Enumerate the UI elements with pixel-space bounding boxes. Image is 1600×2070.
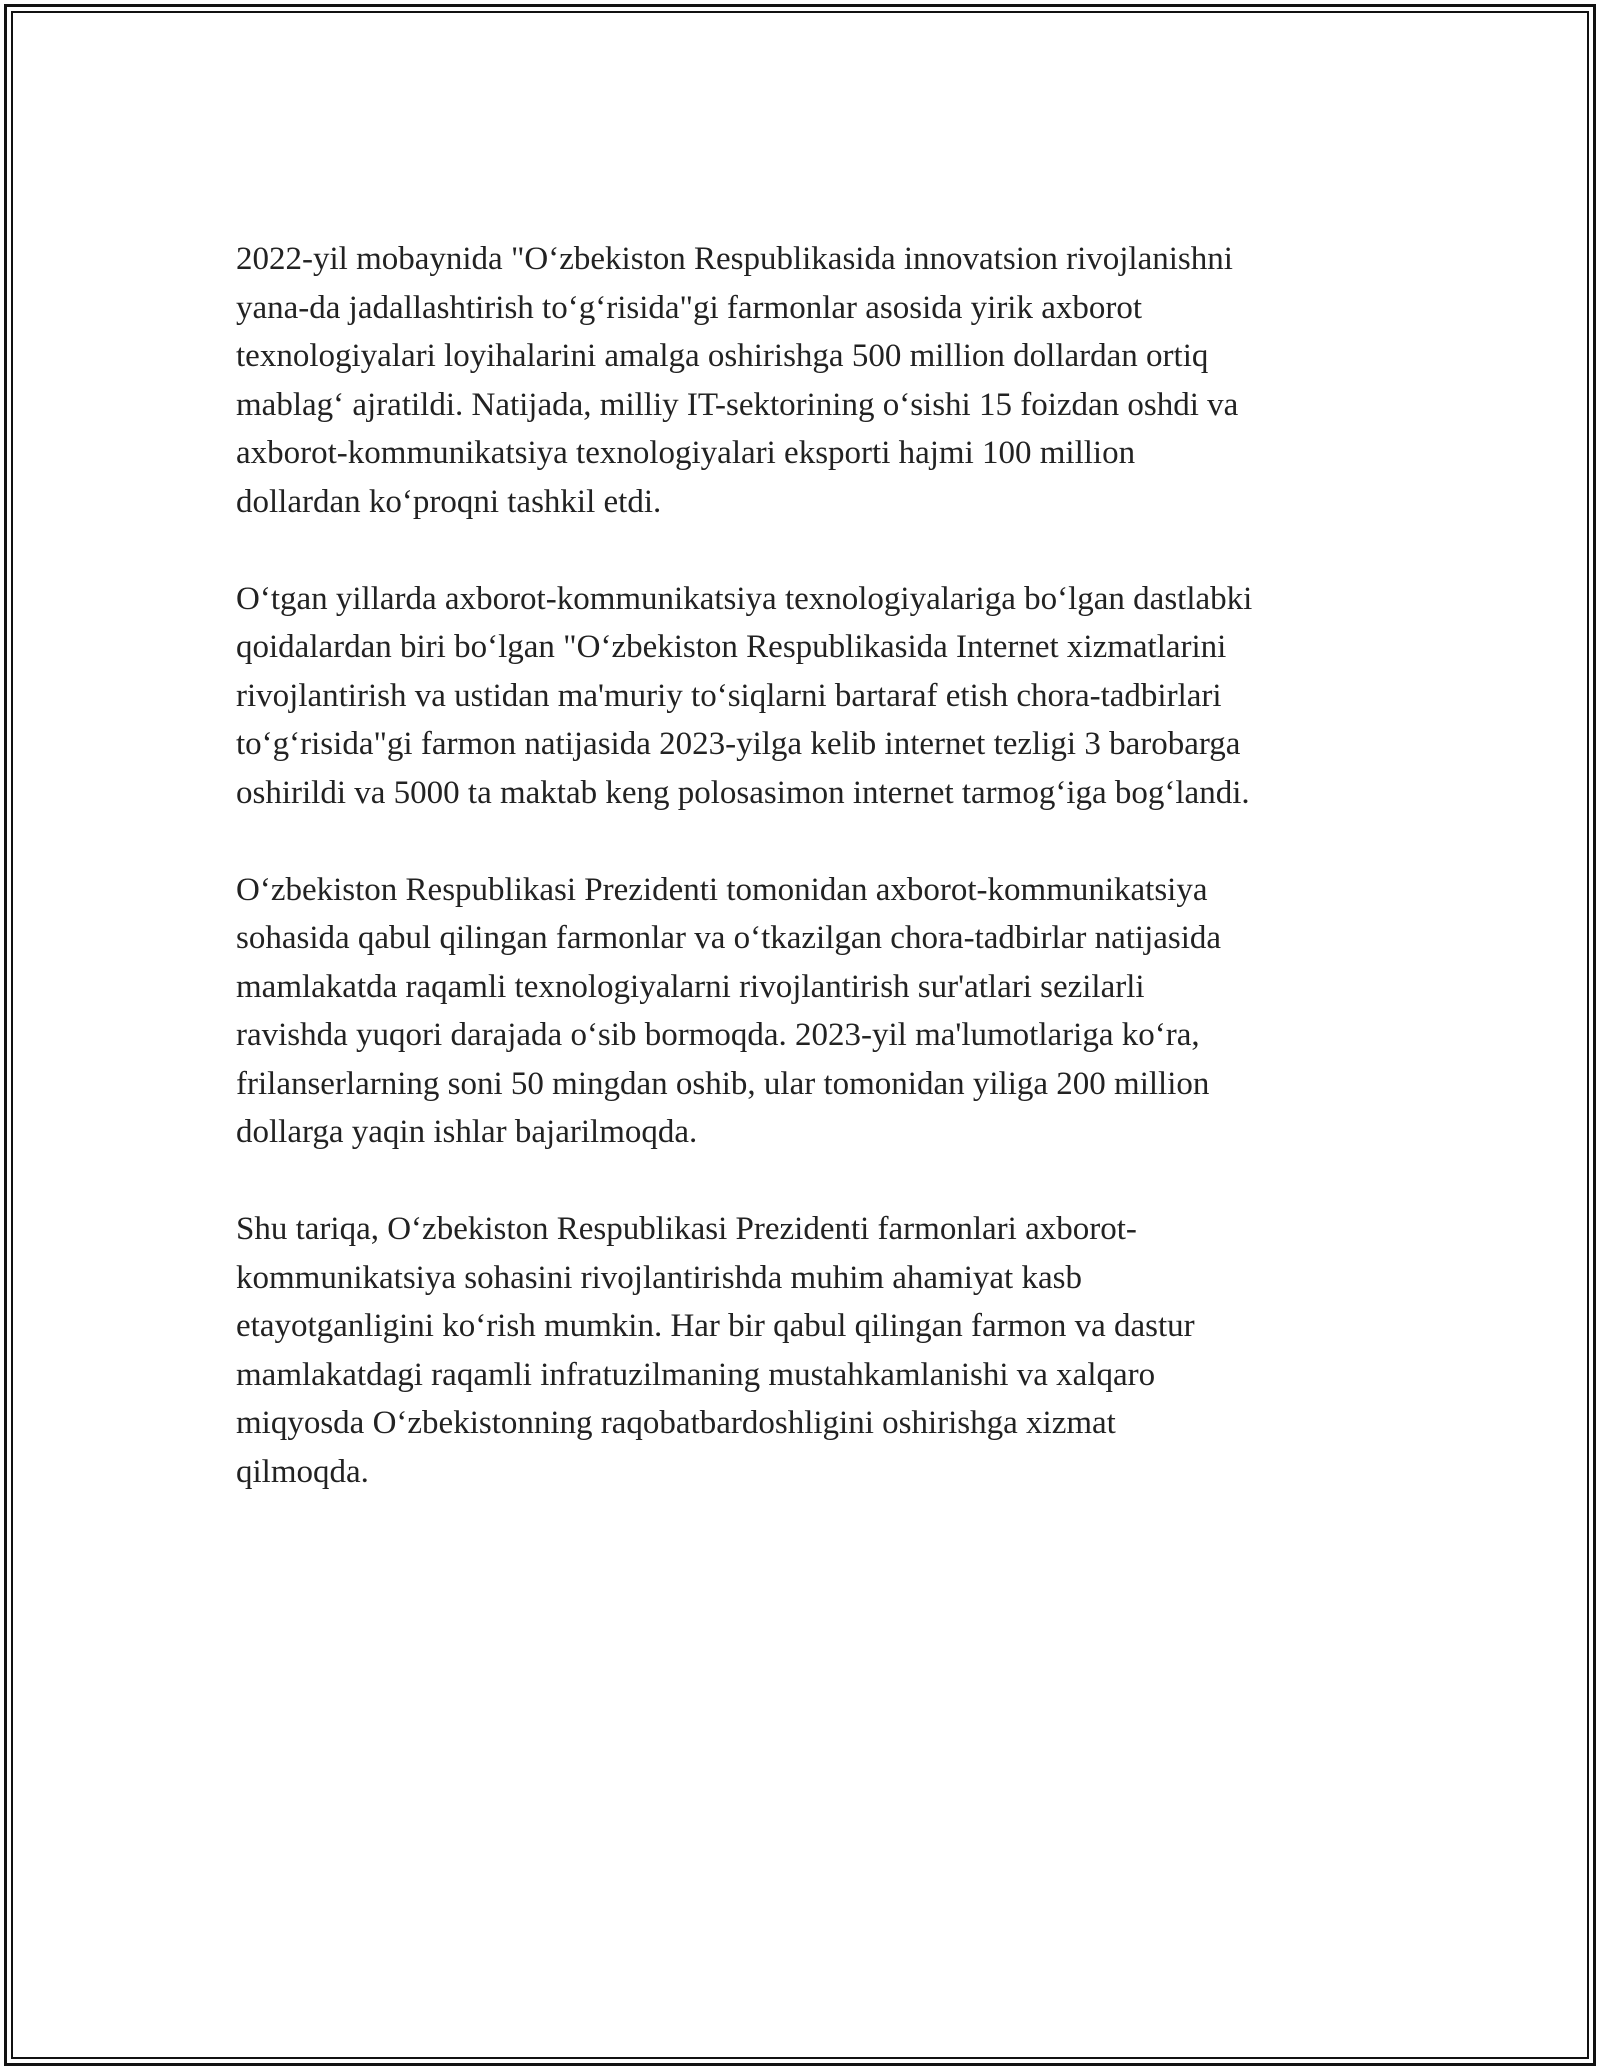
paragraph-line: dollarga yaqin ishlar bajarilmoqda. [236,1114,698,1150]
paragraph-line: frilanserlarning soni 50 mingdan oshib, ular tomonidan yiliga 200 million [236,1065,1210,1102]
paragraph-3 [236,866,1386,1157]
paragraph-4 [236,1205,1386,1496]
paragraph-line: kommunikatsiya sohasini rivojlantirishda muhim ahamiyat kasb [236,1259,1082,1296]
paragraph-line: dollardan ko‘proqni tashkil etdi. [236,483,662,520]
paragraph-line: O‘tgan yillarda axborot-kommunikatsiya texnologiyalariga bo‘lgan dastlabki [236,580,1253,617]
paragraph-line: mamlakatdagi raqamli infratuzilmaning mustahkamlanishi va xalqaro [236,1356,1156,1393]
paragraph-line: rivojlantirish va ustidan ma'muriy to‘siqlarni bartaraf etish chora-tadbirlari [236,677,1222,714]
paragraph-line: yana-da jadallashtirish to‘g‘risida"gi farmonlar asosida yirik axborot [236,289,1143,326]
paragraph-line: 2022-yil mobaynida "O‘zbekiston Respublikasida innovatsion rivojlanishni [236,241,1233,277]
paragraph-line: miqyosda O‘zbekistonning raqobatbardoshligini oshirishga xizmat [236,1405,1116,1441]
paragraph-line: qoidalardan biri bo‘lgan "O‘zbekiston Respublikasida Internet xizmatlarini [236,629,1227,665]
paragraph-1 [236,235,1386,526]
paragraph-line: mablag‘ ajratildi. Natijada, milliy IT-sektorining o‘sishi 15 foizdan oshdi va [236,386,1239,423]
paragraph-line: mamlakatda raqamli texnologiyalarni rivojlantirish sur'atlari sezilarli [236,968,1145,1005]
paragraph-line: O‘zbekiston Respublikasi Prezidenti tomonidan axborot-kommunikatsiya [236,871,1208,908]
paragraph-line: axborot-kommunikatsiya texnologiyalari eksporti hajmi 100 million [236,435,1136,471]
paragraph-line: qilmoqda. [236,1453,369,1490]
paragraph-line: Shu tariqa, O‘zbekiston Respublikasi Prezidenti farmonlari axborot- [236,1211,1137,1247]
paragraph-line: to‘g‘risida"gi farmon natijasida 2023-yilga kelib internet tezligi 3 barobarga [236,726,1241,762]
paragraph-line: sohasida qabul qilingan farmonlar va o‘tkazilgan chora-tadbirlar natijasida [236,920,1222,956]
paragraph-line: etayotganligini ko‘rish mumkin. Har bir qabul qilingan farmon va dastur [236,1308,1195,1344]
paragraph-line: texnologiyalari loyihalarini amalga oshirishga 500 million dollardan ortiq [236,338,1209,374]
paragraph-line: ravishda yuqori darajada o‘sib bormoqda. 2023-yil ma'lumotlariga ko‘ra, [236,1017,1200,1053]
document-body [236,235,1386,1545]
paragraph-2 [236,575,1386,818]
paragraph-line: oshirildi va 5000 ta maktab keng polosasimon internet tarmog‘iga bog‘landi. [236,774,1250,811]
